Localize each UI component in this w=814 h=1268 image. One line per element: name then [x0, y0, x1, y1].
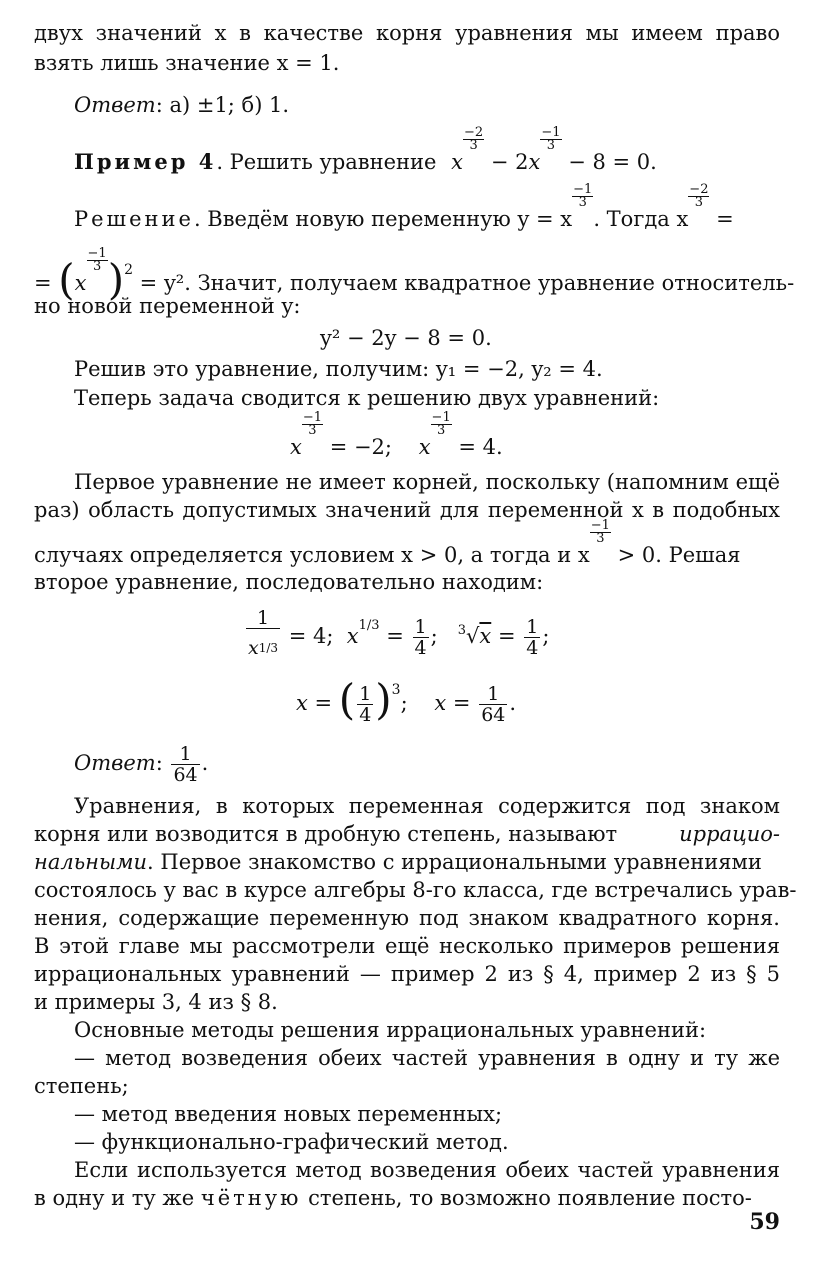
answer-label: Ответ: [74, 93, 156, 117]
quadratic-equation: y² − 2y − 8 = 0.: [320, 326, 492, 350]
text-line: случаях определяется условием x > 0, а тогда и x $\frac{-1}{3}$ > 0. Решая: [34, 518, 741, 567]
text-line: иррациональных уравнений — пример 2 из § 4, пример 2 из § 5: [34, 962, 780, 986]
answer-line: Ответ: $\frac{1}{64}$ .: [74, 743, 209, 786]
answer-line: [74, 91, 814, 119]
text-line: и примеры 3, 4 из § 8.: [34, 990, 278, 1014]
text-line: нальными. Первое знакомство с иррациональными уравнениями: [34, 850, 762, 874]
math-step-2: x = ( $\frac{1}{4}$ )$^3$; x = $\frac{1}{64}$ .: [296, 675, 517, 726]
text-line: Уравнения, в которых переменная содержится под знаком: [74, 794, 780, 818]
text-line: но новой переменной y:: [34, 294, 301, 318]
text-line: степень;: [34, 1074, 129, 1098]
text-line: Основные методы решения иррациональных уравнений:: [74, 1018, 707, 1042]
math-step-1: $\frac{1}{x^{1/3}}$ = 4; $x^{1/3}$ = $\frac{1}{4}$ ; $^3$√x = $\frac{1}{4}$ ;: [248, 607, 550, 659]
example-label: Пример 4: [74, 149, 217, 174]
text-line: двух значений x в качестве корня уравнения мы имеем право: [34, 21, 780, 45]
text-line: Теперь задача сводится к решению двух уравнений:: [74, 386, 660, 410]
text-line: = (x $\frac{-1}{3}$ )$^2$ = y². Значит, получаем квадратное уравнение относитель-: [34, 246, 795, 304]
example-text: . Решить уравнение: [216, 150, 437, 174]
text-line: в одну и ту же чётную степень, то возможно появление посто-: [34, 1186, 752, 1210]
text-line: Решив это уравнение, получим: y₁ = −2, y₂ = 4.: [74, 357, 603, 381]
solution-label: Решение: [74, 207, 194, 231]
answer-label: Ответ: [74, 751, 156, 775]
solution-then: . Тогда x: [593, 207, 689, 231]
list-item: — функционально-графический метод.: [74, 1130, 509, 1154]
text-line: нения, содержащие переменную под знаком квадратного корня.: [34, 906, 780, 930]
list-item: — метод введения новых переменных;: [74, 1102, 503, 1126]
text-line: взять лишь значение x = 1.: [34, 51, 340, 75]
text-line: раз) область допустимых значений для переменной x в подобных: [34, 498, 780, 522]
list-item: — метод возведения обеих частей уравнения в одну и ту же: [74, 1046, 780, 1070]
solution-line: Решение. Введём новую переменную y = x $\frac{-1}{3}$ . Тогда x $\frac{-2}{3}$ =: [74, 182, 734, 231]
text-line: корня или возводится в дробную степень, называют иррацио-: [34, 822, 780, 846]
text-line: Первое уравнение не имеет корней, поскольку (напомним ещё: [74, 470, 780, 494]
text-line: второе уравнение, последовательно находим:: [34, 570, 544, 594]
text-line: В этой главе мы рассмотрели ещё несколько примеров решения: [34, 934, 780, 958]
answer-text: : а) ±1; б) 1.: [155, 93, 290, 117]
example-heading: Пример 4. Решить уравнение x $\frac{-2}{3}$ − 2x $\frac{-1}{3}$ − 8 = 0.: [74, 125, 657, 174]
text-line: Если используется метод возведения обеих частей уравнения: [74, 1158, 780, 1182]
page-number: 59: [749, 1209, 780, 1235]
solution-text: . Введём новую переменную y = x: [193, 207, 573, 231]
two-equations: x $\frac{-1}{3}$ = −2; x $\frac{-1}{3}$ = 4.: [290, 410, 503, 459]
text-line: состоялось у вас в курсе алгебры 8-го класса, где встречались урав-: [34, 878, 797, 902]
